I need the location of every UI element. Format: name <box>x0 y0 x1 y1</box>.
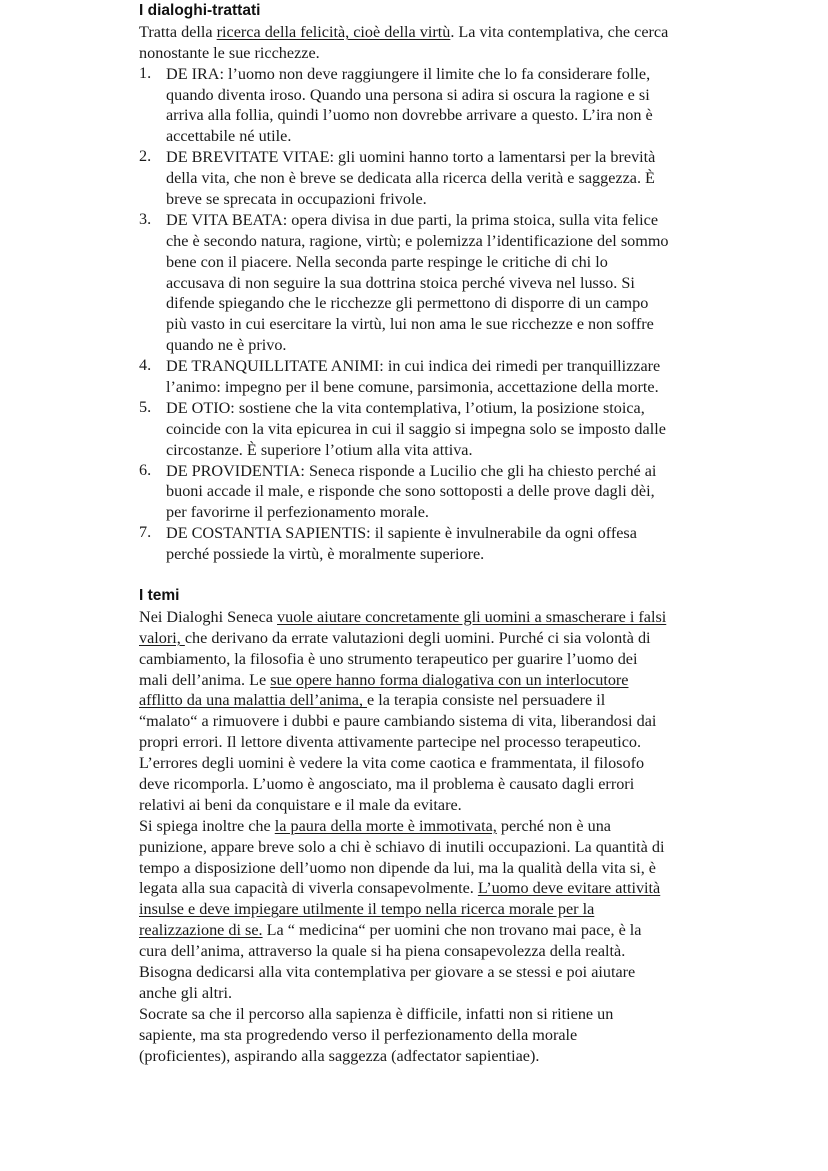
text-line <box>139 607 699 628</box>
text-segment: propri errori. Il lettore diventa attivamente partecipe nel processo terapeutico. <box>139 733 642 752</box>
list-item <box>139 398 699 461</box>
list-item-line: DE COSTANTIA SAPIENTIS: il sapiente è invulnerabile da ogni offesa <box>166 524 637 543</box>
list-item-line: accusava di non seguire la sua dottrina stoica perché viveva nel lusso. Si <box>166 273 635 292</box>
underlined-text: valori, <box>139 628 185 647</box>
text-line <box>139 774 699 795</box>
underlined-text: insulse e deve impiegare utilmente il tempo nella ricerca morale per la <box>139 900 595 919</box>
list-number: 3. <box>139 209 152 228</box>
text-segment: tempo a disposizione dell’uomo non dipende da lui, ma la qualità della vita si, è <box>139 858 656 877</box>
underlined-text: ricerca della felicità, cioè della virtù <box>216 22 451 41</box>
list-item-line: DE TRANQUILLITATE ANIMI: in cui indica dei rimedi per tranquillizzare <box>166 357 661 376</box>
list-item-line: per favorirne il perfezionamento morale. <box>166 503 429 522</box>
text-line <box>139 795 699 816</box>
text-segment: (proficientes), aspirando alla saggezza (adfectator sapientiae). <box>139 1046 540 1065</box>
section-heading-temi: I temi <box>139 586 180 604</box>
list-item <box>139 210 699 356</box>
list-item-line: quando ne è privo. <box>166 336 287 355</box>
text-line <box>139 711 699 732</box>
list-item <box>139 64 699 148</box>
text-line <box>139 899 699 920</box>
list-item-line: accettabile né utile. <box>166 127 292 146</box>
text-segment: cambiamento, la filosofia è uno strumento terapeutico per guarire l’uomo dei <box>139 649 638 668</box>
text-line <box>139 1025 699 1046</box>
list-item-line: DE PROVIDENTIA: Seneca risponde a Lucilio che gli ha chiesto perché ai <box>166 461 657 480</box>
text-segment: mali dell’anima. Le <box>139 670 271 689</box>
list-item <box>139 356 699 398</box>
dialogues-list <box>139 64 699 565</box>
section-heading-dialoghi: I dialoghi-trattati <box>139 2 261 19</box>
text-line <box>139 670 699 691</box>
document-page <box>139 1 699 1066</box>
underlined-text: la paura della morte è immotivata, <box>274 816 497 835</box>
text-line <box>139 43 699 64</box>
list-item <box>139 147 699 210</box>
text-line <box>139 649 699 670</box>
list-item-line: DE BREVITATE VITAE: gli uomini hanno torto a lamentarsi per la brevità <box>166 148 656 167</box>
text-line <box>139 941 699 962</box>
list-item <box>139 461 699 524</box>
list-item-line: bene con il piacere. Nella seconda parte respinge le critiche di chi lo <box>166 252 608 271</box>
list-item-line: quando diventa iroso. Quando una persona si adira si oscura la ragione e si <box>166 85 650 104</box>
text-segment: punizione, appare breve solo a chi è schiavo di inutili occupazioni. La quantità di <box>139 837 665 856</box>
underlined-text: afflitto da una malattia dell’anima, <box>139 691 368 710</box>
text-segment: perché non è una <box>496 816 611 835</box>
text-segment: deve ricomporla. L’uomo è angosciato, ma il problema è causato dagli errori <box>139 774 635 793</box>
list-item-line: circostanze. È superiore l’otium alla vita attiva. <box>166 440 473 459</box>
text-segment: Si spiega inoltre che <box>139 816 275 835</box>
text-line <box>139 962 699 983</box>
text-segment: nonostante le sue ricchezze. <box>139 43 320 62</box>
list-number: 5. <box>139 397 152 416</box>
text-segment: legata alla sua capacità di viverla consapevolmente. <box>139 879 478 898</box>
text-segment: anche gli altri. <box>139 983 233 1002</box>
text-line <box>139 878 699 899</box>
text-line <box>139 1004 699 1025</box>
underlined-text: vuole aiutare concretamente gli uomini a smascherare i falsi <box>277 607 667 626</box>
list-item-line: che è secondo natura, ragione, virtù; e polemizza l’identificazione del sommo <box>166 231 669 250</box>
text-line <box>139 1046 699 1067</box>
text-line <box>139 690 699 711</box>
underlined-text: realizzazione di se. <box>139 921 263 940</box>
list-number: 2. <box>139 147 152 166</box>
list-number: 6. <box>139 460 152 479</box>
text-segment: . La vita contemplativa, che cerca <box>450 22 669 41</box>
underlined-text: L’uomo deve evitare attività <box>477 879 661 898</box>
list-item-line: buoni accade il male, e risponde che sono sottoposti a delle prove dagli dèi, <box>166 482 655 501</box>
text-line <box>139 858 699 879</box>
temi-paragraph <box>139 607 699 1067</box>
list-item <box>139 523 699 565</box>
text-segment: Bisogna dedicarsi alla vita contemplativa per giovare a se stessi e poi aiutare <box>139 962 636 981</box>
list-item-line: più vasto in cui esercitare la virtù, lui non ama le sue ricchezze e non soffre <box>166 315 654 334</box>
underlined-text: sue opere hanno forma dialogativa con un interlocutore <box>270 670 629 689</box>
text-line <box>139 816 699 837</box>
text-segment: cura dell’anima, attraverso la quale si ha piena consapevolezza della realtà. <box>139 942 626 961</box>
text-line <box>139 983 699 1004</box>
list-item-line: DE VITA BEATA: opera divisa in due parti, la prima stoica, sulla vita felice <box>166 210 659 229</box>
list-item-line: della vita, che non è breve se dedicata alla ricerca della verità e saggezza. È <box>166 169 655 188</box>
text-line <box>139 753 699 774</box>
list-item-line: breve se sprecata in occupazioni frivole. <box>166 190 427 209</box>
text-segment: Nei Dialoghi Seneca <box>139 607 277 626</box>
list-item-line: DE OTIO: sostiene che la vita contemplativa, l’otium, la posizione stoica, <box>166 398 645 417</box>
text-line <box>139 732 699 753</box>
list-number: 7. <box>139 523 152 542</box>
text-segment: L’errores degli uomini è vedere la vita come caotica e frammentata, il filosofo <box>139 754 645 773</box>
list-item-line: arriva alla follia, quindi l’uomo non dovrebbe arrivare a questo. L’ira non è <box>166 106 653 125</box>
intro-paragraph <box>139 22 699 64</box>
list-item-line: DE IRA: l’uomo non deve raggiungere il limite che lo fa considerare folle, <box>166 64 651 83</box>
list-item-line: l’animo: impegno per il bene comune, parsimonia, accettazione della morte. <box>166 378 659 397</box>
spacer <box>139 565 699 586</box>
text-segment: Socrate sa che il percorso alla sapienza è difficile, infatti non si ritiene un <box>139 1004 614 1023</box>
text-line <box>139 837 699 858</box>
list-number: 1. <box>139 63 152 82</box>
text-segment: “malato“ a rimuovere i dubbi e paure cambiando sistema di vita, liberandosi dai <box>139 712 657 731</box>
text-segment: sapiente, ma sta progredendo verso il perfezionamento della morale <box>139 1025 578 1044</box>
list-number: 4. <box>139 356 152 375</box>
list-item-line: perché possiede la virtù, è moralmente superiore. <box>166 545 485 564</box>
text-line <box>139 628 699 649</box>
text-line <box>139 920 699 941</box>
text-segment: e la terapia consiste nel persuadere il <box>367 691 606 710</box>
text-segment: Tratta della <box>139 22 217 41</box>
text-line <box>139 22 699 43</box>
list-item-line: difende spiegando che le ricchezze gli permettono di disporre di un campo <box>166 294 649 313</box>
text-segment: La “ medicina“ per uomini che non trovano mai pace, è la <box>262 921 642 940</box>
text-segment: relativi ai beni da conquistare e il male da evitare. <box>139 795 462 814</box>
text-segment: che derivano da errate valutazioni degli uomini. Purché ci sia volontà di <box>184 628 651 647</box>
list-item-line: coincide con la vita epicurea in cui il saggio si impegna solo se imposto dalle <box>166 419 666 438</box>
